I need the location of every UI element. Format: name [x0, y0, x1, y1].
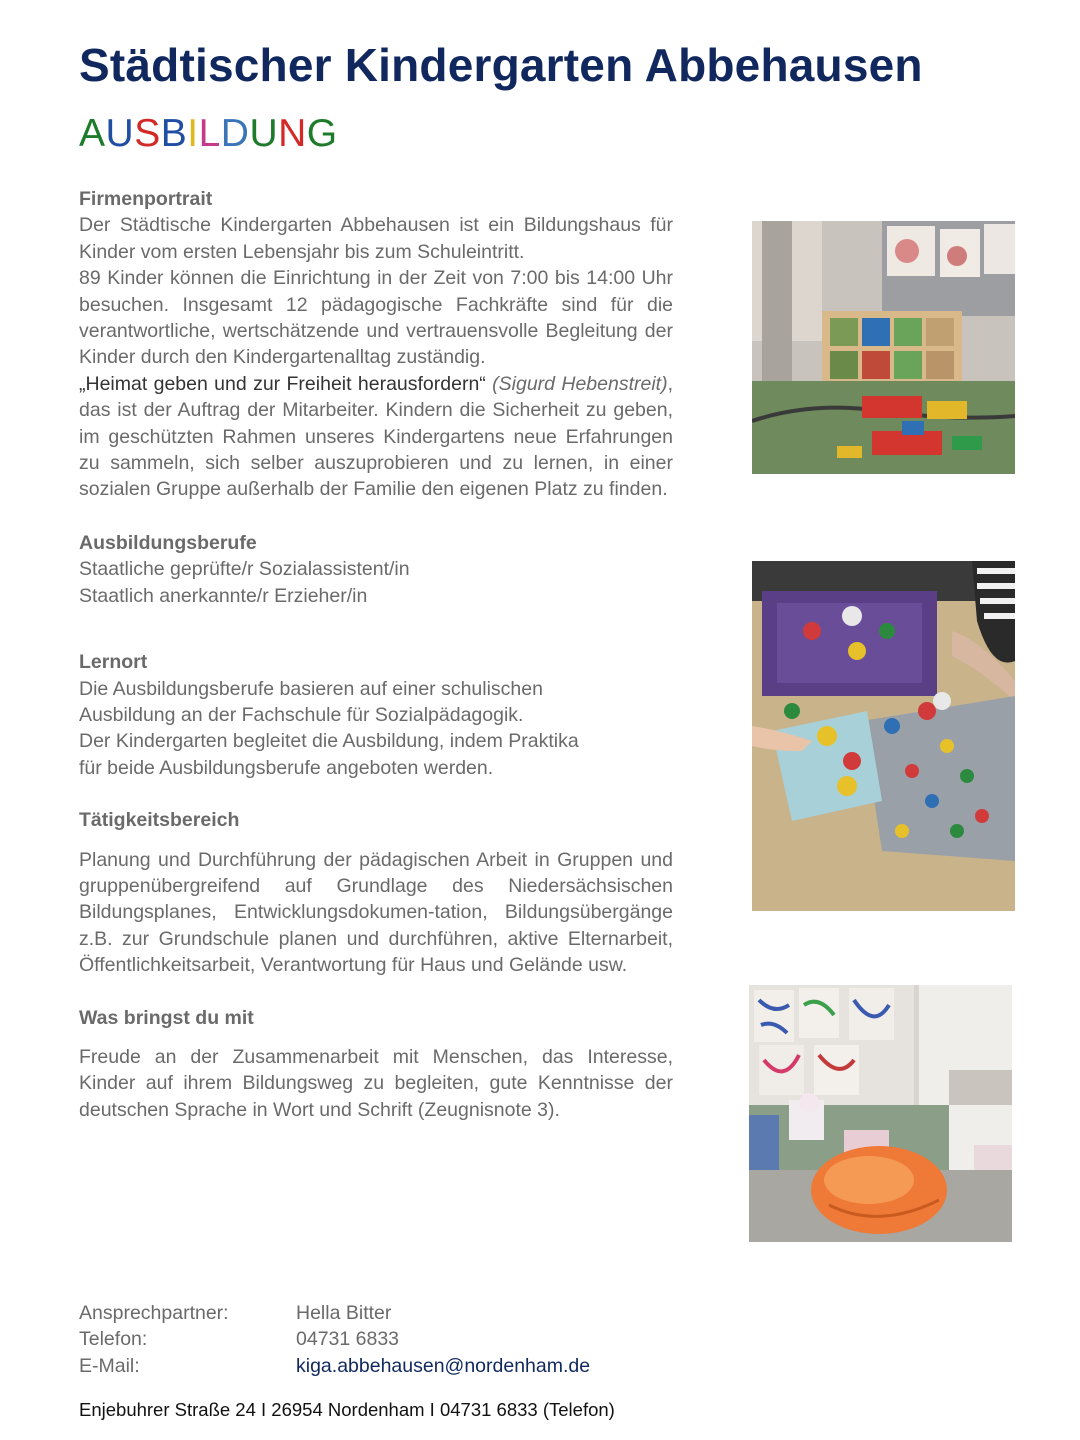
firmenportrait-paragraph-2: 89 Kinder können die Einrichtung in der Zeit von 7:00 bis 14:00 Uhr besuchen. Insgesamt 12 pädagogische Fachkräfte sind für die verantwortliche, wertschätzende und vertrauensvolle Begleitung der Kinder durch den Kindergartenalltag zuständig. [79, 267, 673, 369]
subtitle-letter: U [105, 112, 135, 155]
contact-person-value: Hella Bitter [296, 1302, 392, 1324]
contact-email-label: E-Mail: [79, 1354, 140, 1377]
subtitle-letter: S [134, 112, 161, 155]
page-title: Städtischer Kindergarten Abbehausen [79, 39, 923, 91]
taetigkeitsbereich-text: Planung und Durchführung der pädagischen Arbeit in Gruppen und gruppenübergreifend auf Grundlage des Niedersächsischen Bildungsplanes, Entwicklungsdokumen-tation, Bildungsübergänge z.B. zur Grundschule planen und durchführen, aktive Elternarbeit, Öffentlichkeitsarbeit, Verantwortung für Haus und Gelände usw. [79, 848, 673, 977]
lernort-line: Die Ausbildungsberufe basieren auf einer schulischen [79, 677, 543, 700]
lernort-line: Der Kindergarten begleitet die Ausbildung, indem Praktika [79, 730, 579, 753]
subtitle-letter: L [198, 112, 221, 155]
contact-block [79, 1300, 590, 1379]
motto-quote: „Heimat geben und zur Freiheit herausfordern“ [79, 372, 486, 395]
subtitle-letter: N [278, 112, 307, 155]
photo-reading-corner [749, 985, 1012, 1242]
ausbildungsberuf-item: Staatlich anerkannte/r Erzieher/in [79, 584, 368, 607]
lernort-line: für beide Ausbildungsberufe angeboten werden. [79, 756, 494, 779]
contact-row-email [79, 1353, 590, 1379]
was-bringst-du-mit-text: Freude an der Zusammenarbeit mit Menschen, das Interesse, Kinder auf ihrem Bildungsweg zu begleiten, gute Kenntnisse der deutschen Sprache in Wort und Schrift (Zeugnisnote 3). [79, 1045, 673, 1121]
contact-row-person [79, 1300, 590, 1326]
contact-phone-value: 04731 6833 [296, 1328, 400, 1351]
section-heading-taetigkeitsbereich: Tätigkeitsbereich [79, 809, 240, 832]
contact-phone-label: Telefon: [79, 1328, 148, 1351]
subtitle-letter: D [220, 112, 250, 155]
contact-person-label: Ansprechpartner: [79, 1302, 229, 1324]
photo-gear-play [752, 561, 1015, 911]
subtitle-letter: A [79, 112, 106, 155]
firmenportrait-paragraph-3-text: , das ist der Auftrag der Mitarbeiter. Kindern die Sicherheit zu geben, im geschützten Rahmen unseres Kindergartens neue Erfahrungen zu sammeln, sich selber auszuprobieren und zu lernen, in einer sozialen Gruppe außerhalb der Familie den eigenen Platz zu finden. [79, 372, 674, 501]
section-heading-lernort: Lernort [79, 651, 148, 674]
main-content [79, 186, 673, 1123]
firmenportrait-paragraph-1: Der Städtische Kindergarten Abbehausen ist ein Bildungshaus für Kinder vom ersten Lebensjahr bis zum Schuleintritt. [79, 214, 673, 263]
subtitle-letter: U [249, 112, 279, 155]
firmenportrait-paragraph-3 [79, 371, 673, 503]
footer-address: Enjebuhrer Straße 24 I 26954 Nordenham I 04731 6833 (Telefon) [79, 1399, 615, 1420]
section-heading-firmenportrait: Firmenportrait [79, 188, 213, 210]
section-heading-ausbildungsberufe: Ausbildungsberufe [79, 531, 257, 554]
quote-citation: (Sigurd Hebenstreit) [492, 372, 668, 395]
ausbildungsberuf-item: Staatliche geprüfte/r Sozialassistent/in [79, 558, 410, 581]
contact-row-phone [79, 1326, 590, 1352]
contact-email-link[interactable]: kiga.abbehausen@nordenham.de [296, 1354, 591, 1377]
subtitle-letter: I [187, 112, 199, 155]
section-heading-was-bringst-du-mit: Was bringst du mit [79, 1006, 254, 1029]
page-subtitle [79, 112, 338, 156]
photo-playroom-lego [752, 221, 1015, 474]
lernort-line: Ausbildung an der Fachschule für Sozialpädagogik. [79, 703, 524, 726]
subtitle-letter: G [306, 112, 338, 155]
subtitle-letter: B [160, 112, 188, 155]
